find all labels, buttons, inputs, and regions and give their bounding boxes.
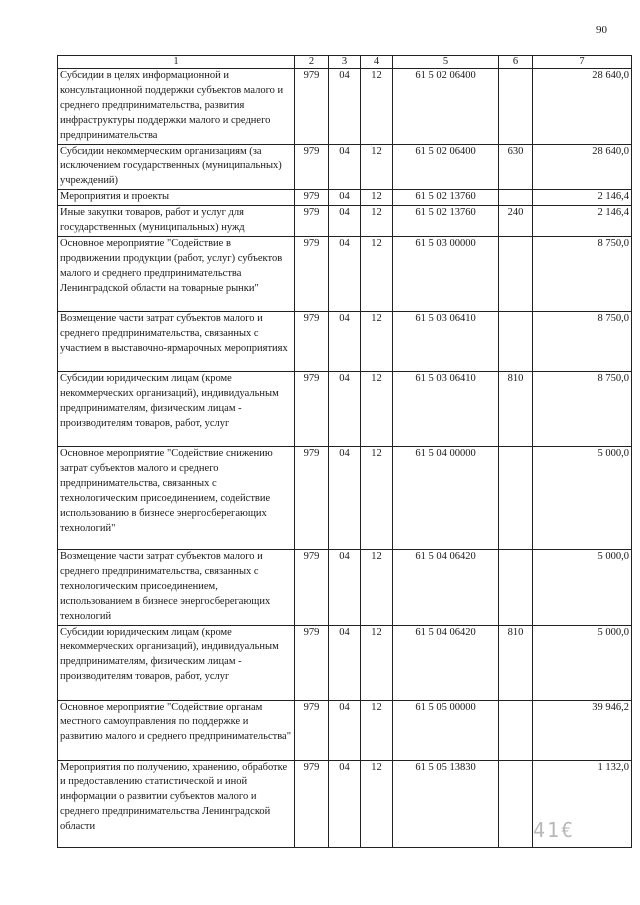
table-row (58, 144, 632, 190)
row-name: Основное мероприятие "Содействие снижению затрат субъектов малого и среднего предпринимательства, связанных с технологическим присоединением, содействие использованию в бизнесе энергосберегающих технологий" (58, 446, 295, 549)
table-row (58, 206, 632, 237)
amount: 2 146,4 (533, 206, 632, 237)
section-code: 04 (329, 625, 361, 700)
amount: 8 750,0 (533, 311, 632, 371)
row-name: Возмещение части затрат субъектов малого и среднего предпринимательства, связанных с технологическим присоединением, использованием в бизнесе энергосберегающих технологий (58, 549, 295, 625)
subsection-code: 12 (361, 69, 393, 145)
subsection-code: 12 (361, 549, 393, 625)
expense-type-code (499, 549, 533, 625)
section-code: 04 (329, 760, 361, 847)
amount: 8 750,0 (533, 236, 632, 311)
target-article-code: 61 5 05 00000 (393, 700, 499, 760)
table-row (58, 446, 632, 549)
section-code: 04 (329, 311, 361, 371)
row-name: Субсидии некоммерческим организациям (за исключением государственных (муниципальных) учреждений) (58, 144, 295, 190)
admin-code: 979 (295, 371, 329, 446)
subsection-code: 12 (361, 144, 393, 190)
amount: 28 640,0 (533, 69, 632, 145)
expense-type-code (499, 236, 533, 311)
expense-type-code (499, 446, 533, 549)
subsection-code: 12 (361, 446, 393, 549)
target-article-code: 61 5 02 13760 (393, 190, 499, 206)
row-name: Основное мероприятие "Содействие в продвижении продукции (работ, услуг) субъектов малого и среднего предпринимательства Ленинградской области на товарные рынки" (58, 236, 295, 311)
subsection-code: 12 (361, 700, 393, 760)
admin-code: 979 (295, 206, 329, 237)
column-header: 2 (295, 56, 329, 69)
target-article-code: 61 5 02 06400 (393, 144, 499, 190)
admin-code: 979 (295, 144, 329, 190)
row-name: Субсидии юридическим лицам (кроме некоммерческих организаций), индивидуальным предпринимателям, физическим лицам - производителям товаров, работ, услуг (58, 625, 295, 700)
target-article-code: 61 5 04 00000 (393, 446, 499, 549)
section-code: 04 (329, 144, 361, 190)
admin-code: 979 (295, 625, 329, 700)
subsection-code: 12 (361, 236, 393, 311)
subsection-code: 12 (361, 625, 393, 700)
budget-table (57, 55, 632, 848)
expense-type-code: 630 (499, 144, 533, 190)
table-row (58, 69, 632, 145)
section-code: 04 (329, 700, 361, 760)
amount: 28 640,0 (533, 144, 632, 190)
amount: 8 750,0 (533, 371, 632, 446)
admin-code: 979 (295, 446, 329, 549)
table-row (58, 549, 632, 625)
target-article-code: 61 5 04 06420 (393, 549, 499, 625)
row-name: Мероприятия и проекты (58, 190, 295, 206)
table-row (58, 236, 632, 311)
target-article-code: 61 5 02 13760 (393, 206, 499, 237)
amount: 5 000,0 (533, 549, 632, 625)
expense-type-code (499, 700, 533, 760)
table-row (58, 371, 632, 446)
admin-code: 979 (295, 311, 329, 371)
column-header: 1 (58, 56, 295, 69)
admin-code: 979 (295, 236, 329, 311)
expense-type-code (499, 190, 533, 206)
admin-code: 979 (295, 700, 329, 760)
row-name: Субсидии юридическим лицам (кроме некоммерческих организаций), индивидуальным предпринимателям, физическим лицам - производителям товаров, работ, услуг (58, 371, 295, 446)
page-stamp: 41€ (533, 818, 576, 842)
section-code: 04 (329, 69, 361, 145)
target-article-code: 61 5 03 00000 (393, 236, 499, 311)
row-name: Субсидии в целях информационной и консультационной поддержки субъектов малого и среднего предпринимательства, развития инфраструктуры поддержки малого и среднего предпринимательства (58, 69, 295, 145)
admin-code: 979 (295, 69, 329, 145)
table-header-row (58, 56, 632, 69)
expense-type-code: 810 (499, 371, 533, 446)
target-article-code: 61 5 04 06420 (393, 625, 499, 700)
table-row (58, 625, 632, 700)
section-code: 04 (329, 549, 361, 625)
expense-type-code (499, 69, 533, 145)
amount: 5 000,0 (533, 625, 632, 700)
subsection-code: 12 (361, 190, 393, 206)
admin-code: 979 (295, 760, 329, 847)
page-number: 90 (596, 24, 607, 36)
subsection-code: 12 (361, 371, 393, 446)
column-header: 6 (499, 56, 533, 69)
amount: 5 000,0 (533, 446, 632, 549)
admin-code: 979 (295, 190, 329, 206)
section-code: 04 (329, 236, 361, 311)
section-code: 04 (329, 371, 361, 446)
section-code: 04 (329, 190, 361, 206)
row-name: Мероприятия по получению, хранению, обработке и предоставлению статистической и иной информации о развитии субъектов малого и среднего предпринимательства Ленинградской области (58, 760, 295, 847)
subsection-code: 12 (361, 206, 393, 237)
expense-type-code: 240 (499, 206, 533, 237)
subsection-code: 12 (361, 760, 393, 847)
target-article-code: 61 5 03 06410 (393, 311, 499, 371)
expense-type-code (499, 760, 533, 847)
column-header: 3 (329, 56, 361, 69)
section-code: 04 (329, 206, 361, 237)
amount: 1 132,0 (533, 760, 632, 847)
target-article-code: 61 5 03 06410 (393, 371, 499, 446)
table-row (58, 311, 632, 371)
target-article-code: 61 5 02 06400 (393, 69, 499, 145)
table-row (58, 700, 632, 760)
expense-type-code: 810 (499, 625, 533, 700)
column-header: 7 (533, 56, 632, 69)
column-header: 5 (393, 56, 499, 69)
amount: 39 946,2 (533, 700, 632, 760)
admin-code: 979 (295, 549, 329, 625)
row-name: Иные закупки товаров, работ и услуг для государственных (муниципальных) нужд (58, 206, 295, 237)
table-row (58, 190, 632, 206)
amount: 2 146,4 (533, 190, 632, 206)
expense-type-code (499, 311, 533, 371)
row-name: Основное мероприятие "Содействие органам местного самоуправления по поддержке и развитию малого и среднего предпринимательства" (58, 700, 295, 760)
column-header: 4 (361, 56, 393, 69)
section-code: 04 (329, 446, 361, 549)
row-name: Возмещение части затрат субъектов малого и среднего предпринимательства, связанных с участием в выставочно-ярмарочных мероприятиях (58, 311, 295, 371)
subsection-code: 12 (361, 311, 393, 371)
target-article-code: 61 5 05 13830 (393, 760, 499, 847)
